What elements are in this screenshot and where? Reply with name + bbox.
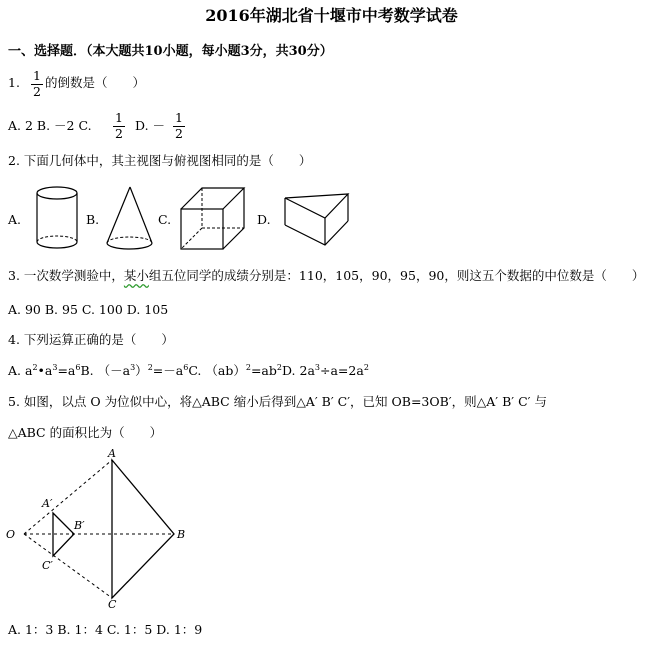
label-B-prime: B′ (74, 519, 85, 532)
q4-c-pre: C. （ab） (188, 363, 246, 378)
section-heading: 一、选择题．（本大题共10小题，每小题3分，共30分） (8, 44, 333, 59)
q1-option-c-denominator: 2 (115, 125, 123, 141)
q2-label-b: B. (86, 212, 100, 227)
q4-a-mid: •a (37, 363, 53, 378)
q4-b-exp2: 2 (147, 363, 153, 372)
q4-text: 4. 下列运算正确的是（ ） (8, 332, 174, 347)
q4-d-pre: D. 2a (281, 363, 315, 378)
q4-a-eq: =a (57, 363, 76, 378)
q1-number: 1. (8, 75, 20, 90)
q4-a-exp2: 3 (52, 363, 58, 372)
q4-option-b (80, 363, 188, 378)
q4-b-pre: B. （－a (80, 363, 131, 378)
q3-text-pre: 3. 一次数学测验中， (8, 268, 124, 283)
q1-option-d-denominator: 2 (175, 125, 183, 141)
q4-b-eq: =－a (152, 363, 184, 378)
q4-option-d (282, 363, 369, 378)
q1-text: 的倒数是（ ） (45, 75, 146, 90)
label-O: O (6, 528, 16, 541)
cone-figure (104, 184, 156, 254)
q4-c-exp1: 2 (245, 363, 251, 372)
q1-fraction (31, 70, 43, 98)
q1-option-c-fraction (113, 112, 125, 140)
q1-fraction-denominator: 2 (33, 83, 41, 99)
q4-b-mid: ） (135, 363, 148, 378)
q2-label-c: C. (158, 212, 172, 227)
q5-options: A. 1：3 B. 1：4 C. 1：5 D. 1：9 (8, 622, 203, 637)
q1-option-d-fraction (173, 112, 185, 140)
q4-option-a (8, 363, 80, 378)
q2-label-a: A. (8, 212, 22, 227)
q4-c-exp2: 2 (276, 363, 282, 372)
prism-figure (282, 190, 354, 248)
cylinder-figure (34, 185, 84, 253)
q4-c-eq: =ab (250, 363, 277, 378)
q2-text: 2. 下面几何体中，其主视图与俯视图相同的是（ ） (8, 153, 312, 168)
label-C: C (108, 598, 117, 611)
cube-figure (178, 185, 250, 253)
q5-text-line2: △ABC 的面积比为（ ） (8, 425, 163, 440)
label-B: B (177, 528, 186, 541)
q3-text-post: 组五位同学的成绩分别是：110，105，90，95，90，则这五个数据的中位数是（ ） (148, 268, 645, 283)
q3-options: A. 90 B. 95 C. 100 D. 105 (8, 302, 169, 317)
q1-option-d-numerator: 1 (173, 112, 185, 127)
q4-d-mid: ÷a=2a (320, 363, 364, 378)
q4-options (8, 365, 369, 378)
q1-option-d-label: D. － (135, 118, 166, 133)
label-A-prime: A′ (42, 497, 53, 510)
q4-d-exp1: 3 (314, 363, 320, 372)
homothety-figure (4, 447, 204, 620)
q2-label-d: D. (257, 212, 271, 227)
q4-b-exp1: 3 (130, 363, 136, 372)
q4-a-pre: A. a (8, 363, 33, 378)
q5-text-line1: 5. 如图，以点 O 为位似中心，将△ABC 缩小后得到△A′ B′ C′，已知 OB=3OB′，则△A′ B′ C′ 与 (8, 394, 547, 409)
label-A: A (108, 447, 116, 460)
q4-a-exp3: 6 (75, 363, 81, 372)
q1-options-ab: A. 2 B. －2 C. (8, 118, 92, 133)
q3-text-underlined: 某小 (123, 268, 149, 283)
q4-option-c (188, 363, 282, 378)
q1-fraction-numerator: 1 (31, 70, 43, 85)
q4-a-exp1: 2 (32, 363, 38, 372)
label-C-prime: C′ (42, 559, 53, 572)
page-title: 2016年湖北省十堰市中考数学试卷 (205, 6, 458, 25)
q4-b-exp3: 6 (183, 363, 189, 372)
q3-text (8, 270, 644, 283)
q1-option-c-numerator: 1 (113, 112, 125, 127)
q4-d-exp2: 2 (363, 363, 369, 372)
